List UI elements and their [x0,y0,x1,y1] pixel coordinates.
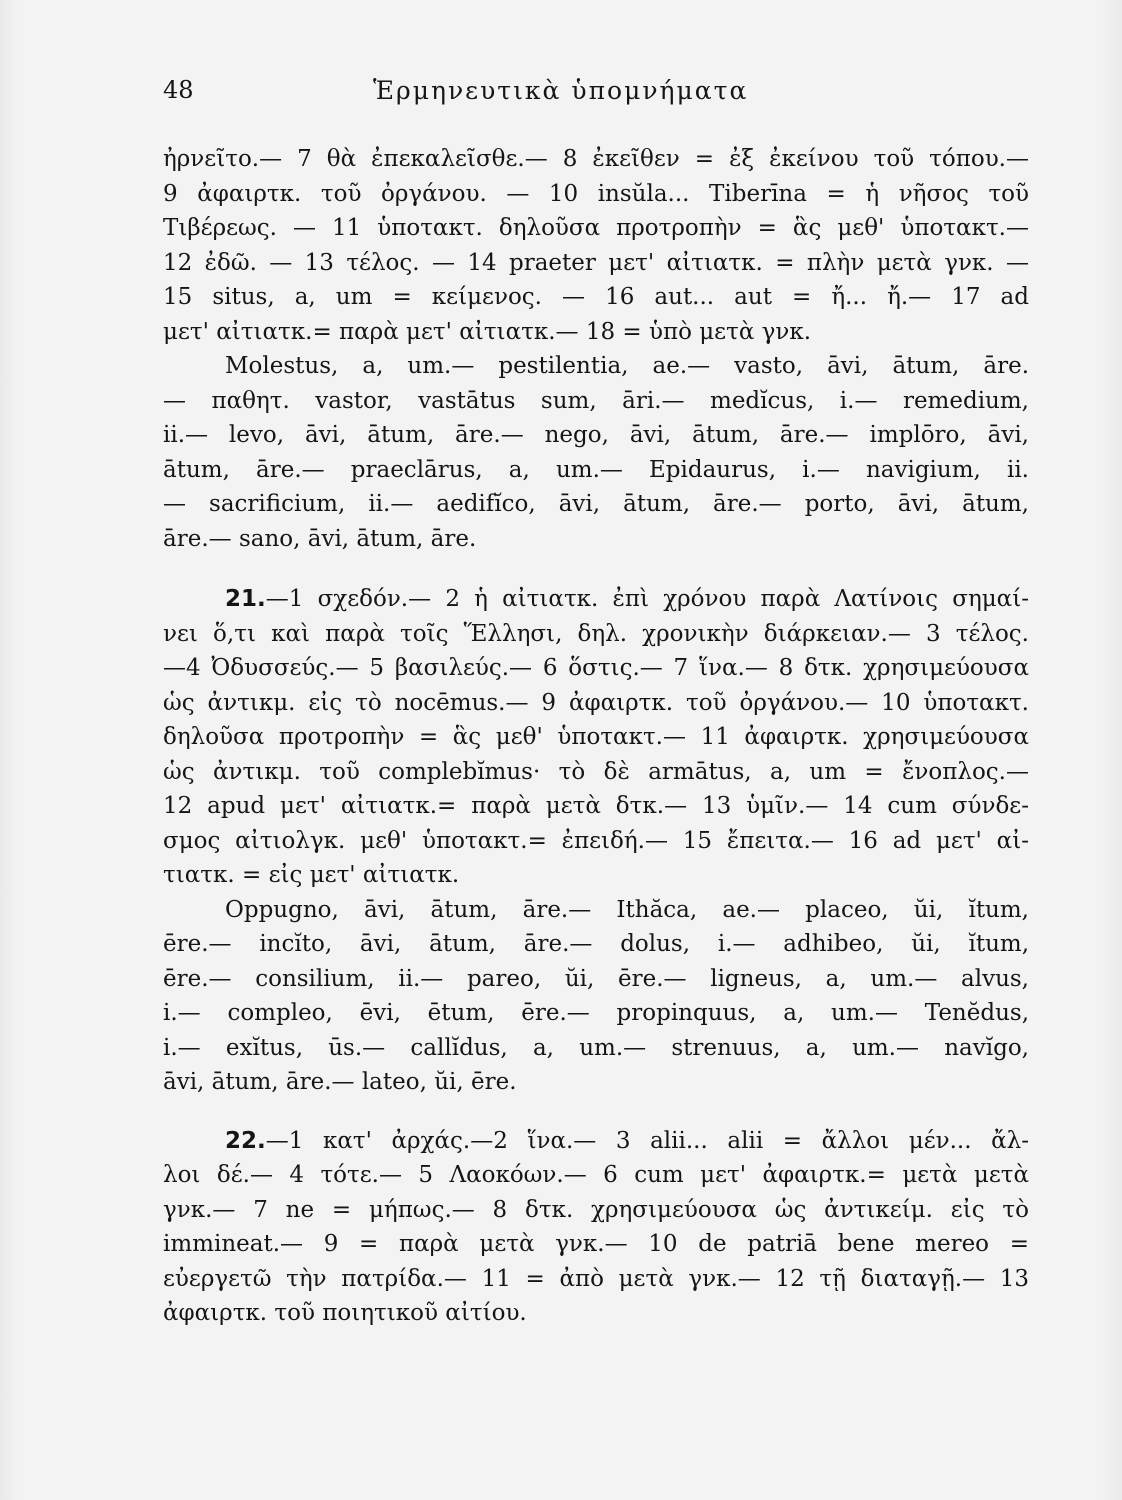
text-line: Oppugno, āvi, ātum, āre.— Ithăca, ae.— placeo, ŭi, ĭtum, [225,896,1029,923]
page-number: 48 [163,76,194,104]
text-line: ὡς ἀντικμ. εἰς τὸ nocēmus.— 9 ἀφαιρτκ. τοῦ ὀργάνου.— 10 ὑποτακτ. [163,689,1029,716]
text-line: — sacrificium, ii.— aedifĭco, āvi, ātum, āre.— porto, āvi, ātum, [163,491,1029,517]
text-line: —4 Ὀδυσσεύς.— 5 βασιλεύς.— 6 ὅστις.— 7 ἵνα.— 8 δτκ. χρησιμεύουσα [163,655,1029,681]
text-line: āvi, ātum, āre.— lateo, ŭi, ēre. [163,1069,517,1095]
section-number: 21. [225,586,266,612]
text-line: Τιβέρεως. — 11 ὑποτακτ. δηλοῦσα προτροπὴν = ἃς μεθ' ὑποτακτ.— [163,215,1029,241]
text-line: ēre.— incĭto, āvi, ātum, āre.— dolus, i.— adhibeo, ŭi, ĭtum, [163,931,1029,957]
notes-content [163,142,1029,1331]
section-22 [163,1124,1029,1331]
text-line: 9 ἀφαιρτκ. τοῦ ὀργάνου. — 10 insŭla... Tiberīna = ἡ νῆσος τοῦ [163,180,1029,207]
text-line: i.— compleo, ēvi, ētum, ēre.— propinquus, a, um.— Tenĕdus, [163,1000,1029,1026]
section-line: —1 σχεδόν.— 2 ἡ αἰτιατκ. ἐπὶ χρόνου παρὰ Λατίνοις σημαί- [265,586,1029,612]
text-line: δηλοῦσα προτροπὴν = ἃς μεθ' ὑποτακτ.— 11 ἀφαιρτκ. χρησιμεύουσα [163,724,1029,750]
text-line: — παθητ. vastor, vastātus sum, āri.— medĭcus, i.— remedium, [163,387,1029,414]
text-line: āre.— sano, āvi, ātum, āre. [163,525,477,552]
notes-paragraph-1 [163,142,1029,349]
text-line: Molestus, a, um.— pestilentia, ae.— vasto, āvi, ātum, āre. [225,353,1029,379]
running-title: Ἑρμηνευτικὰ ὑπομνήματα [373,76,749,105]
section-number: 22. [225,1127,266,1154]
text-line: λοι δέ.— 4 τότε.— 5 Λαοκόων.— 6 cum μετ' ἀφαιρτκ.= μετὰ μετὰ [163,1162,1029,1188]
text-line: ὡς ἀντικμ. τοῦ complebĭmus· τὸ δὲ armātus, a, um = ἔνοπλος.— [163,758,1029,785]
page-header [163,76,1023,116]
section-21 [163,582,1029,893]
vocabulary-paragraph-1 [163,349,1029,556]
text-line [163,1124,1029,1159]
text-line: μετ' αἰτιατκ.= παρὰ μετ' αἰτιατκ.— 18 = ὑπὸ μετὰ γνκ. [163,318,812,345]
text-line: ēre.— consilium, ii.— pareo, ŭi, ēre.— ligneus, a, um.— alvus, [163,965,1029,992]
text-line: ἀφαιρτκ. τοῦ ποιητικοῦ αἰτίου. [163,1300,527,1326]
text-line: εὐεργετῶ τὴν πατρίδα.— 11 = ἀπὸ μετὰ γνκ.— 12 τῇ διαταγῇ.— 13 [163,1265,1029,1292]
text-line: 15 situs, a, um = κείμενος. — 16 aut... aut = ἤ... ἤ.— 17 ad [163,284,1029,310]
vocabulary-paragraph-2 [163,893,1029,1100]
text-line: ἠρνεῖτο.— 7 θὰ ἐπεκαλεῖσθε.— 8 ἐκεῖθεν = ἐξ ἐκείνου τοῦ τόπου.— [163,146,1029,172]
text-line: ātum, āre.— praeclārus, a, um.— Epidaurus, i.— navigium, ii. [163,456,1029,483]
text-line: i.— exĭtus, ūs.— callĭdus, a, um.— strenuus, a, um.— navĭgo, [163,1034,1029,1061]
text-line: 12 apud μετ' αἰτιατκ.= παρὰ μετὰ δτκ.— 13 ὑμῖν.— 14 cum σύνδε- [163,793,1029,819]
text-line: γνκ.— 7 ne = μήπως.— 8 δτκ. χρησιμεύουσα ὡς ἀντικείμ. εἰς τὸ [163,1196,1029,1223]
text-line: τιατκ. = εἰς μετ' αἰτιατκ. [163,862,460,888]
text-line: 12 ἐδῶ. — 13 τέλος. — 14 praeter μετ' αἰτιατκ. = πλὴν μετὰ γνκ. — [163,249,1029,276]
text-line: νει ὅ,τι καὶ παρὰ τοῖς Ἕλλησι, δηλ. χρονικὴν διάρκειαν.— 3 τέλος. [163,620,1029,647]
text-line: σμος αἰτιολγκ. μεθ' ὑποτακτ.= ἐπειδή.— 15 ἔπειτα.— 16 ad μετ' αἰ- [163,827,1029,854]
text-line [163,582,1029,617]
text-line: immineat.— 9 = παρὰ μετὰ γνκ.— 10 de patriā bene mereo = [163,1231,1029,1257]
section-line: —1 κατ' ἀρχάς.—2 ἵνα.— 3 alii... alii = ἄλλοι μέν... ἄλ- [265,1127,1029,1154]
text-line: ii.— levo, āvi, ātum, āre.— nego, āvi, ātum, āre.— implōro, āvi, [163,422,1029,448]
